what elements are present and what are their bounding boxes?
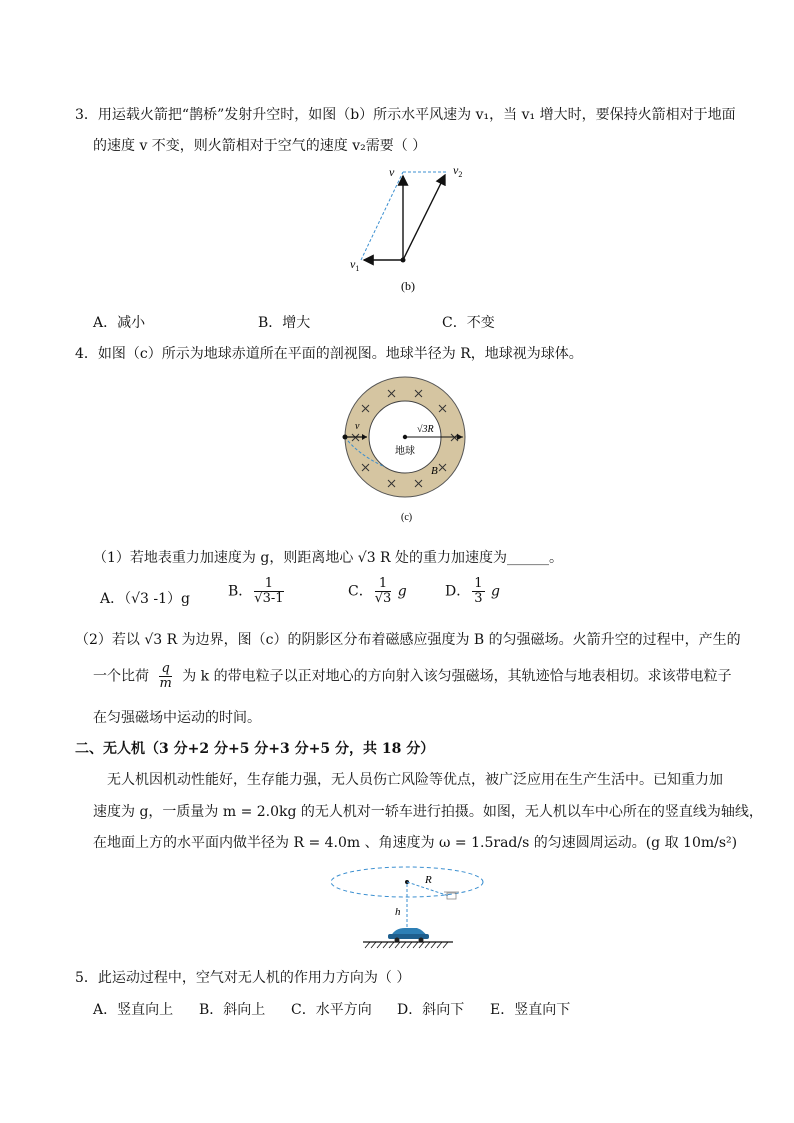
q4-option-b: B． $\frac{1}{√3-1}$ [228,576,284,606]
radius-label: √3R [417,424,434,435]
earth-label: 地球 [395,446,415,457]
q5-stem: 5．此运动过程中，空气对无人机的作用力方向为（ ） [75,970,411,986]
q3-option-c: C．不变 [442,315,495,331]
q5-option-a: A．竖直向上 [93,1002,174,1018]
q5-option-e: E．竖直向下 [490,1002,571,1018]
caption-b: (b) [401,279,415,293]
q4-part2-line2: 一个比荷 $\frac{q}{m}$ 为 k 的带电粒子以正对地心的方向射入该匀强磁场，其轨迹恰与地表相切。求该带电粒子 [93,661,732,691]
label-v1: $v_1$ [350,257,360,273]
car-icon [388,928,429,943]
section-intro-line1: 无人机因机动性能好，生存能力强，无人员伤亡风险等优点，被广泛应用在生产生活中。已知重力加 [107,772,723,788]
q3-option-b: B．增大 [258,315,311,331]
label-R: R [425,874,432,886]
drone-figure [325,862,490,952]
vector-v2 [403,175,445,260]
q5-option-b: B．斜向上 [199,1002,266,1018]
q4-option-a: A．（√3 -1）g [100,591,190,607]
dashed-side-left [361,172,403,260]
label-v: v [389,165,395,179]
q5-option-c: C．水平方向 [291,1002,372,1018]
section-intro-line3: 在地面上方的水平面内做半径为 R = 4.0m 、角速度为 ω = 1.5rad/s 的匀速圆周运动。(g 取 10m/s²) [93,835,738,851]
ground-hatch [365,942,448,948]
section-intro-line2: 速度为 g，一质量为 m = 2.0kg 的无人机对一轿车进行拍摄。如图，无人机以车中心所在的竖直线为轴线， [93,804,763,820]
q4-part2-line3: 在匀强磁场中运动的时间。 [93,710,261,726]
q3-stem-line1: 3．用运载火箭把“鹊桥”发射升空时，如图（b）所示水平风速为 v₁，当 v₁ 增大时，要保持火箭相对于地面 [75,107,736,123]
label-v2: $v_2$ [453,163,463,179]
q3-option-a: A．减小 [93,315,146,331]
q4-stem: 4．如图（c）所示为地球赤道所在平面的剖视图。地球半径为 R，地球视为球体。 [75,346,583,362]
q3-stem-line2: 的速度 v 不变，则火箭相对于空气的速度 v₂需要（ ） [93,138,427,154]
q4-part2-line1: （2）若以 √3 R 为边界，图（c）的阴影区分布着磁感应强度为 B 的匀强磁场。火箭升空的过程中，产生的 [75,632,741,648]
q4-option-c: C． $\frac{1}{√3}$ g [348,576,407,606]
section-heading: 二、无人机（3 分+2 分+5 分+3 分+5 分，共 18 分） [75,741,435,757]
label-h: h [395,906,401,918]
q4-option-d: D． $\frac{1}{3}$ g [445,576,500,606]
q5-option-d: D．斜向下 [397,1002,465,1018]
caption-c: (c) [401,512,413,523]
label-B: B [431,465,438,477]
origin-dot [401,258,406,263]
vector-figure-b [340,160,480,295]
earth-figure-c [335,372,475,527]
q4-part1: （1）若地表重力加速度为 g，则距离地心 √3 R 处的重力加速度为______。 [93,550,564,566]
label-v: v [355,421,360,432]
